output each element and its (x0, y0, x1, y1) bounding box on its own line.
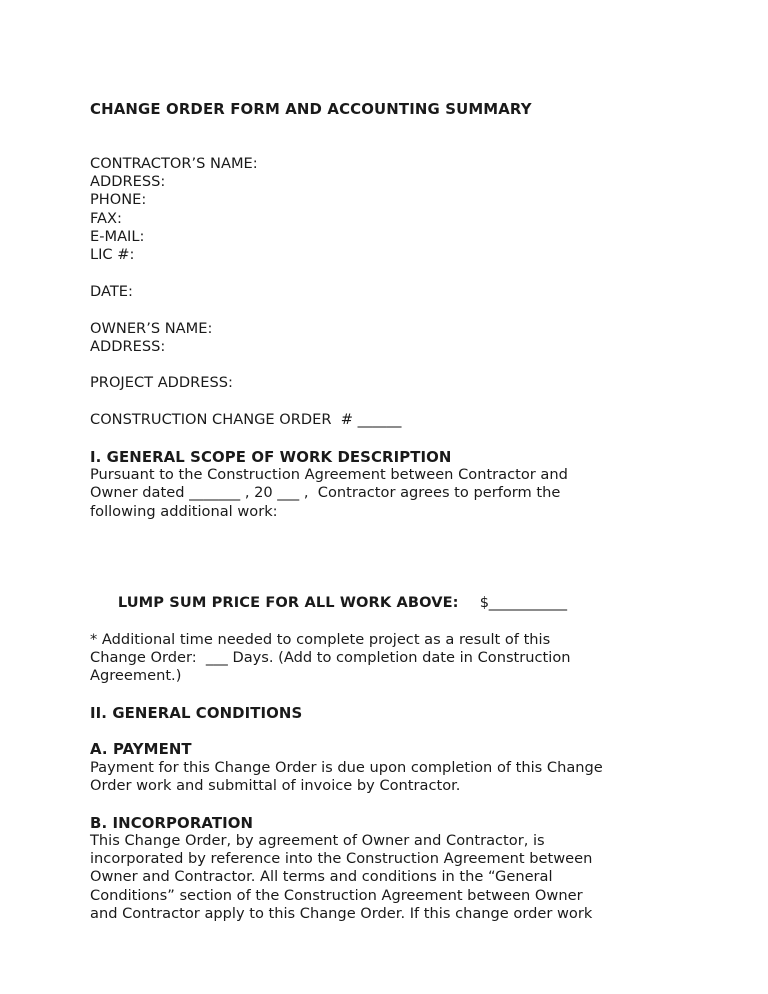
lump-sum-note (90, 631, 630, 686)
field-contractor-fax: FAX: (90, 209, 122, 227)
paragraph-section-b (90, 832, 630, 923)
spacer (90, 795, 630, 813)
paragraph-line: and Contractor apply to this Change Order. If this change order work (90, 905, 593, 923)
paragraph-line: Change Order: ___ Days. (Add to completion date in Construction (90, 648, 571, 666)
field-contractor-address: ADDRESS: (90, 173, 166, 191)
paragraph-section-i (90, 466, 630, 521)
paragraph-line: Agreement.) (90, 667, 182, 685)
field-contractor-license: LIC #: (90, 246, 135, 264)
lump-sum-price-row (90, 576, 630, 631)
spacer (90, 118, 630, 155)
spacer (90, 429, 630, 447)
spacer (90, 265, 630, 283)
page-title: CHANGE ORDER FORM AND ACCOUNTING SUMMARY (90, 100, 532, 118)
paragraph-line: Order work and submittal of invoice by Contractor. (90, 776, 461, 794)
field-date: DATE: (90, 282, 133, 300)
field-owner-name: OWNER’S NAME: (90, 319, 213, 337)
field-contractor-email: E-MAIL: (90, 228, 145, 246)
spacer (90, 356, 630, 374)
paragraph-line: Pursuant to the Construction Agreement between Contractor and (90, 465, 568, 483)
paragraph-line: Conditions” section of the Construction Agreement between Owner (90, 886, 583, 904)
spacer (90, 686, 630, 704)
paragraph-line: Owner dated _______ , 20 ___ , Contractor agrees to perform the (90, 484, 561, 502)
field-project-address: PROJECT ADDRESS: (90, 374, 233, 392)
field-change-order-number: CONSTRUCTION CHANGE ORDER # ______ (90, 411, 402, 429)
heading-section-b-incorporation: B. INCORPORATION (90, 813, 254, 832)
paragraph-line: * Additional time needed to complete project as a result of this (90, 630, 551, 648)
heading-section-a-payment: A. PAYMENT (90, 740, 192, 759)
paragraph-line: Owner and Contractor. All terms and conditions in the “General (90, 868, 553, 886)
spacer (90, 301, 630, 319)
field-owner-address: ADDRESS: (90, 337, 166, 355)
document-body (90, 100, 630, 923)
spacer-work-description-area (90, 521, 630, 576)
heading-section-ii: II. GENERAL CONDITIONS (90, 703, 303, 722)
paragraph-line: following additional work: (90, 502, 278, 520)
heading-section-i: I. GENERAL SCOPE OF WORK DESCRIPTION (90, 447, 452, 466)
field-contractor-name: CONTRACTOR’S NAME: (90, 154, 258, 172)
owner-info-block (90, 320, 630, 357)
paragraph-line: Payment for this Change Order is due upon completion of this Change (90, 758, 603, 776)
paragraph-line: incorporated by reference into the Construction Agreement between (90, 850, 593, 868)
lump-sum-price-label: LUMP SUM PRICE FOR ALL WORK ABOVE: (117, 594, 459, 612)
spacer (90, 722, 630, 740)
lump-sum-amount-blank: $___________ (479, 594, 567, 612)
contractor-info-block (90, 155, 630, 265)
paragraph-line: This Change Order, by agreement of Owner and Contractor, is (90, 831, 545, 849)
paragraph-section-a (90, 759, 630, 796)
field-contractor-phone: PHONE: (90, 191, 147, 209)
spacer (90, 393, 630, 411)
